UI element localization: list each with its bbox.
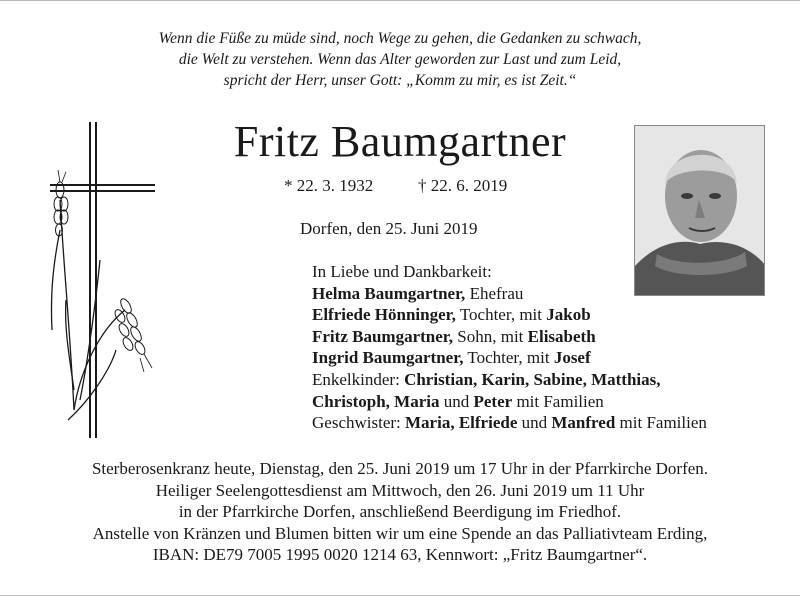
verse	[0, 28, 800, 91]
family-line: Geschwister: Maria, Elfriede und Manfred mit Familien	[312, 413, 707, 433]
portrait-image	[635, 126, 765, 296]
verse-line: Wenn die Füße zu müde sind, noch Wege zu gehen, die Gedanken zu schwach,	[158, 30, 642, 47]
service-notice	[0, 458, 800, 566]
deceased-name: Fritz Baumgartner	[233, 117, 567, 166]
death-date: † 22. 6. 2019	[418, 176, 508, 195]
place-date: Dorfen, den 25. Juni 2019	[300, 219, 478, 238]
family-line: Enkelkinder: Christian, Karin, Sabine, Matthias,	[312, 369, 661, 389]
notice-line: Anstelle von Kränzen und Blumen bitten wir um eine Spende an das Palliativteam Erding,	[92, 523, 708, 543]
notice-line: Heiliger Seelengottesdienst am Mittwoch, den 26. Juni 2019 um 11 Uhr	[155, 480, 645, 500]
birth-date: * 22. 3. 1932	[284, 176, 374, 195]
family-line: Fritz Baumgartner, Sohn, mit Elisabeth	[312, 326, 596, 346]
notice-line: in der Pfarrkirche Dorfen, anschließend Beerdigung im Friedhof.	[178, 502, 622, 522]
verse-line: spricht der Herr, unser Gott: „Komm zu mir, es ist Zeit.“	[223, 72, 577, 89]
verse-line: die Welt zu verstehen. Wenn das Alter geworden zur Last und zum Leid,	[178, 51, 622, 68]
family-line: Helma Baumgartner, Ehefrau	[312, 283, 524, 303]
family-line: Elfriede Hönninger, Tochter, mit Jakob	[312, 305, 591, 325]
notice-line: IBAN: DE79 7005 1995 0020 1214 63, Kennwort: „Fritz Baumgartner“.	[152, 545, 648, 565]
intro-line: In Liebe und Dankbarkeit:	[312, 262, 492, 281]
cross-wheat-icon	[40, 120, 170, 440]
portrait-photo	[634, 125, 765, 296]
notice-line: Sterberosenkranz heute, Dienstag, den 25. Juni 2019 um 17 Uhr in der Pfarrkirche Dorfen.	[91, 459, 709, 478]
family-line: Ingrid Baumgartner, Tochter, mit Josef	[312, 348, 591, 368]
family-line: Christoph, Maria und Peter mit Familien	[312, 391, 604, 411]
